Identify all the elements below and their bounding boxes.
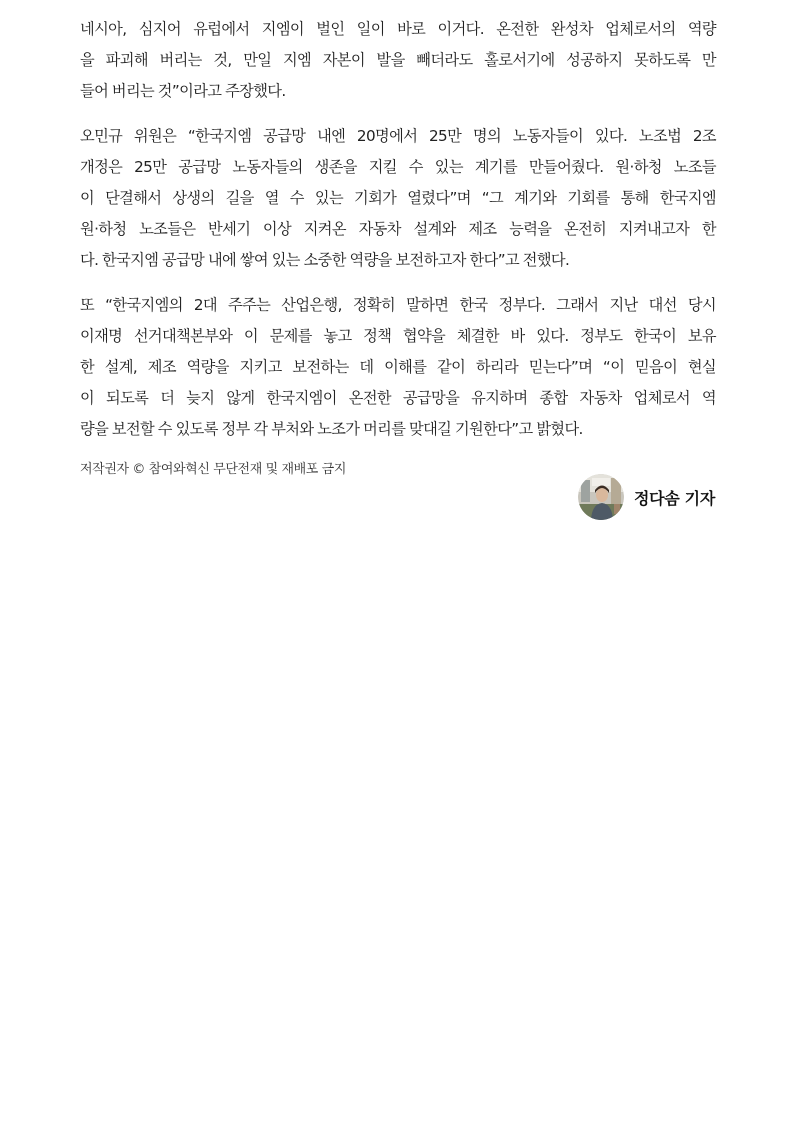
paragraph	[80, 121, 716, 276]
text-line: 한 설계, 제조 역량을 지키고 보전하는 데 이해를 같이 하리라 믿는다”며 “이 믿음이 현실	[80, 358, 716, 376]
article-body	[80, 14, 716, 481]
text-line: 원·하청 노조들은 반세기 이상 지켜온 자동차 설계와 제조 능력을 온전히 지켜내고자 한	[80, 220, 716, 238]
text-line: 들어 버리는 것”이라고 주장했다.	[80, 82, 286, 100]
reporter-name: 정다솜 기자	[633, 488, 715, 508]
text-line: 오민규 위원은 “한국지엠 공급망 내엔 20명에서 25만 명의 노동자들이 있다. 노조법 2조	[80, 127, 716, 145]
paragraph	[80, 290, 716, 445]
text-line: 또 “한국지엠의 2대 주주는 산업은행, 정확히 말하면 한국 정부다. 그래서 지난 대선 당시	[80, 296, 716, 314]
text-line: 개정은 25만 공급망 노동자들의 생존을 지킬 수 있는 계기를 만들어줬다. 원·하청 노조들	[80, 158, 716, 176]
avatar-photo-icon	[578, 474, 624, 520]
text-line: 이 되도록 더 늦지 않게 한국지엠이 온전한 공급망을 유지하며 종합 자동차 업체로서 역	[80, 389, 716, 407]
text-line: 다. 한국지엠 공급망 내에 쌓여 있는 소중한 역량을 보전하고자 한다”고 전했다.	[80, 251, 570, 269]
text-line: 량을 보전할 수 있도록 정부 각 부처와 노조가 머리를 맞대길 기원한다”고 밝혔다.	[80, 420, 583, 438]
reporter-avatar-icon	[578, 474, 624, 520]
paragraph	[80, 14, 716, 107]
text-line: 네시아, 심지어 유럽에서 지엠이 벌인 일이 바로 이거다. 온전한 완성차 업체로서의 역량	[80, 20, 716, 38]
text-line: 을 파괴해 버리는 것, 만일 지엠 자본이 발을 빼더라도 홀로서기에 성공하지 못하도록 만	[80, 51, 716, 69]
text-line: 이재명 선거대책본부와 이 문제를 놓고 정책 협약을 체결한 바 있다. 정부도 한국이 보유	[80, 327, 716, 345]
text-line: 이 단결해서 상생의 길을 열 수 있는 기회가 열렸다”며 “그 계기와 기회를 통해 한국지엠	[80, 189, 716, 207]
copyright-notice: 저작권자 © 참여와혁신 무단전재 및 재배포 금지	[80, 462, 346, 477]
reporter-byline	[578, 474, 715, 520]
